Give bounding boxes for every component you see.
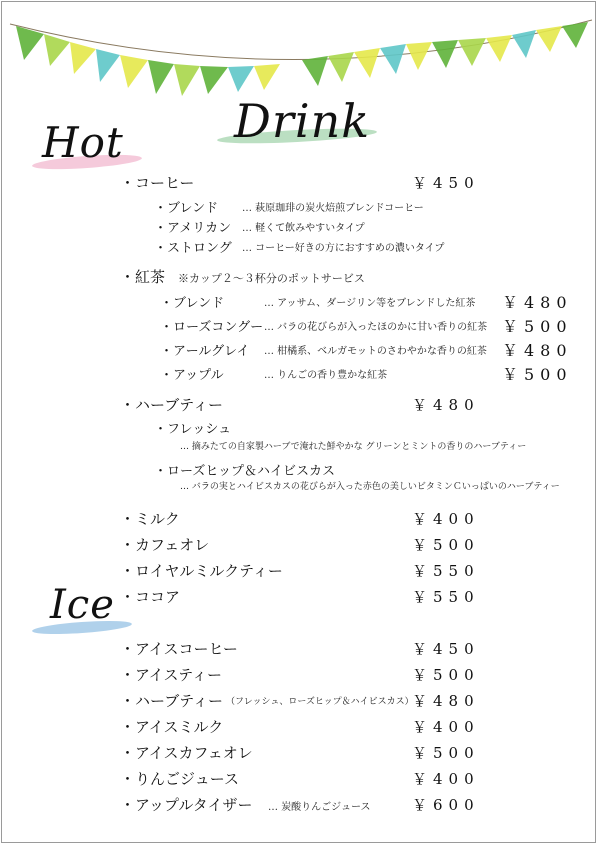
variant-tea-earlgrey: ・アールグレイ <box>160 344 250 359</box>
price-coffee: ￥450 <box>412 174 480 192</box>
menu-item-royal-milk-tea: ・ロイヤルミルクティー <box>120 562 283 580</box>
variant-desc: … バラの花びらが入ったほのかに甘い香りの紅茶 <box>264 322 488 333</box>
price-iced-milk: ￥400 <box>412 718 480 736</box>
title-hot: Hot <box>42 118 124 167</box>
price-apple-juice: ￥400 <box>412 770 480 788</box>
variant-tea-blend: ・ブレンド <box>160 296 225 311</box>
menu-item-cocoa: ・ココア <box>120 588 181 606</box>
variant-herb-rosehip: ・ローズヒップ＆ハイビスカス <box>154 464 335 479</box>
variant-tea-apple: ・アップル <box>160 368 224 383</box>
price-tea-blend: ￥480 <box>502 293 573 312</box>
variant-desc: … バラの実とハイビスカスの花びらが入った赤色の美しいビタミンＣいっぱいのハーブティー <box>180 482 560 492</box>
menu-item-iced-cafe-au-lait: ・アイスカフェオレ <box>120 744 253 762</box>
title-ice: Ice <box>50 582 115 628</box>
price-tea-earlgrey: ￥480 <box>502 341 573 360</box>
price-milk: ￥400 <box>412 510 480 528</box>
appletiser-note: … 炭酸りんごジュース <box>268 802 371 813</box>
price-royal-milk-tea: ￥550 <box>412 562 480 580</box>
variant-herb-fresh: ・フレッシュ <box>154 422 232 437</box>
price-iced-herb-tea: ￥480 <box>412 692 480 710</box>
menu-item-iced-milk: ・アイスミルク <box>120 718 224 736</box>
menu-page <box>1 1 596 843</box>
variant-desc: … 柑橘系、ベルガモットのさわやかな香りの紅茶 <box>264 346 487 357</box>
menu-item-iced-coffee: ・アイスコーヒー <box>120 640 238 658</box>
price-tea-rose: ￥500 <box>502 317 573 336</box>
menu-item-milk: ・ミルク <box>120 510 180 528</box>
variant-desc: … りんごの香り豊かな紅茶 <box>264 370 388 381</box>
variant-desc: … 摘みたての自家製ハーブで淹れた鮮やかな グリーンとミントの香りのハーブティー <box>180 442 527 452</box>
price-tea-apple: ￥500 <box>502 365 573 384</box>
variant-desc: … 軽くて飲みやすいタイプ <box>242 223 365 234</box>
menu-item-coffee: ・コーヒー <box>120 174 195 192</box>
iced-herb-tea-note: （フレッシュ、ローズヒップ＆ハイビスカス） <box>226 697 414 707</box>
menu-item-cafe-au-lait: ・カフェオレ <box>120 536 210 554</box>
price-herb-tea: ￥480 <box>412 396 480 414</box>
price-iced-tea: ￥500 <box>412 666 480 684</box>
price-cocoa: ￥550 <box>412 588 480 606</box>
menu-item-iced-tea: ・アイスティー <box>120 666 223 684</box>
variant-coffee-blend: ・ブレンド <box>154 201 219 216</box>
variant-desc: … アッサム、ダージリン等をブレンドした紅茶 <box>264 298 476 309</box>
menu-item-iced-herb-tea: ・ハーブティー <box>120 692 224 710</box>
tea-note: ※カップ２～３杯分のポットサービス <box>178 272 365 285</box>
menu-item-herb-tea: ・ハーブティー <box>120 396 224 414</box>
variant-desc: … コーヒー好きの方におすすめの濃いタイプ <box>242 243 445 254</box>
menu-item-appletiser: ・アップルタイザー <box>120 796 253 814</box>
variant-coffee-american: ・アメリカン <box>154 221 232 236</box>
price-appletiser: ￥600 <box>412 796 480 814</box>
price-iced-cafe-au-lait: ￥500 <box>412 744 480 762</box>
price-cafe-au-lait: ￥500 <box>412 536 480 554</box>
menu-item-apple-juice: ・りんごジュース <box>120 770 239 788</box>
variant-tea-rose: ・ローズコングー <box>160 320 264 335</box>
price-iced-coffee: ￥450 <box>412 640 480 658</box>
variant-desc: … 萩原珈琲の炭火焙煎ブレンドコーヒー <box>242 203 424 214</box>
menu-item-tea: ・紅茶 <box>120 268 166 286</box>
title-drink: Drink <box>234 94 371 148</box>
variant-coffee-strong: ・ストロング <box>154 241 232 256</box>
